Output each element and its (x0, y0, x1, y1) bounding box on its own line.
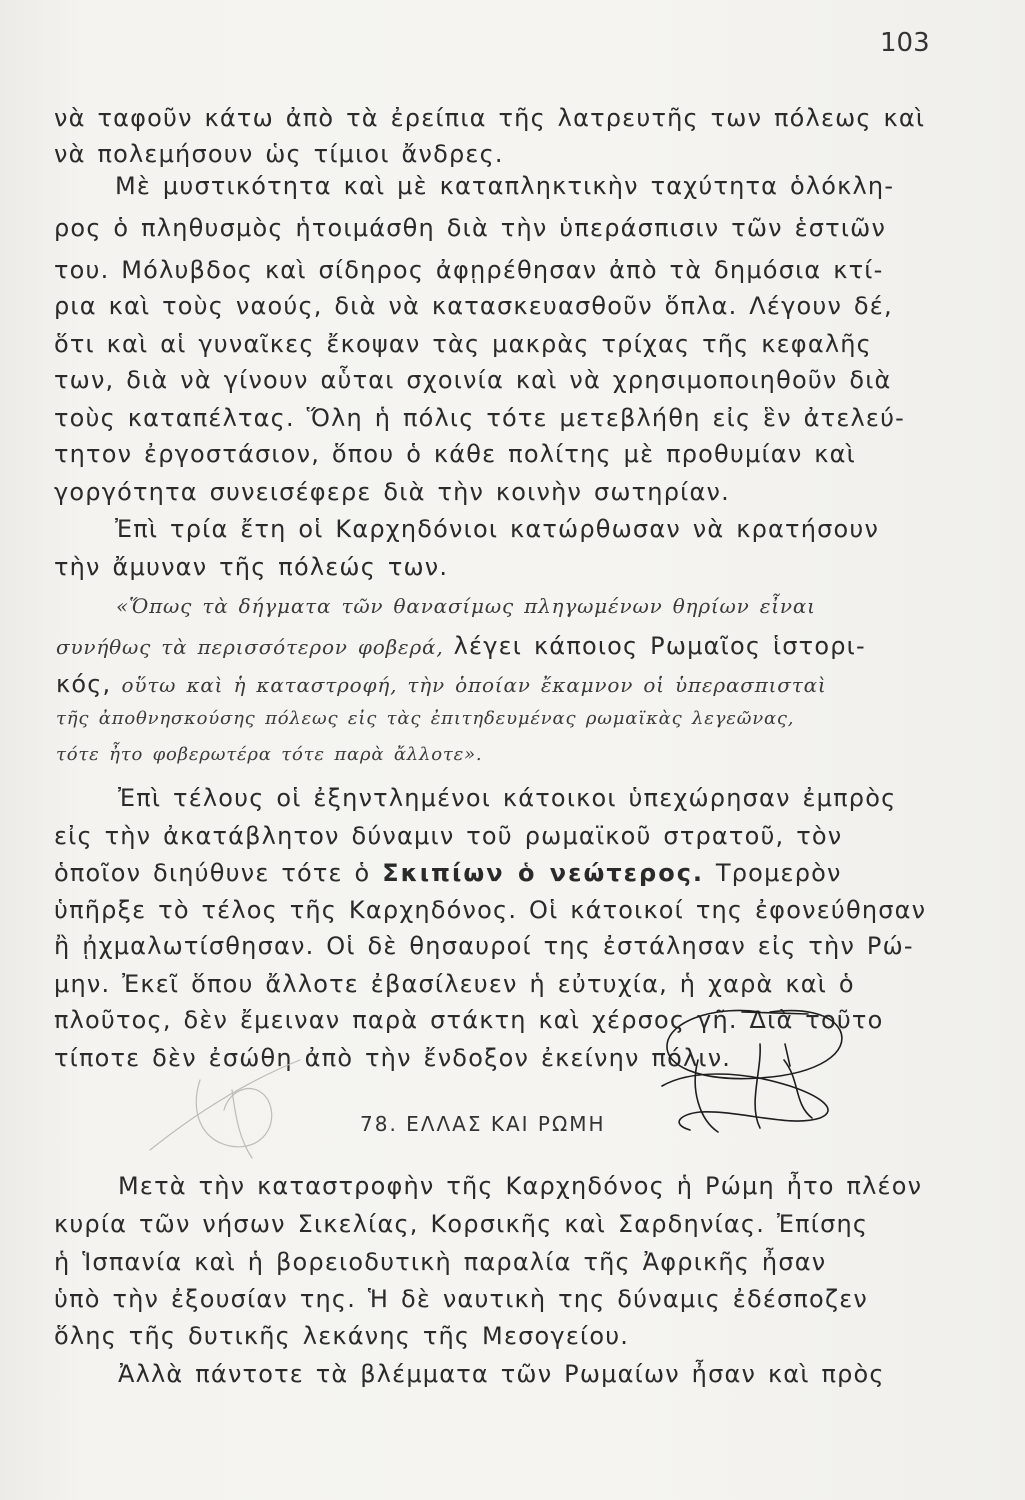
text-line: μην. Ἐκεῖ ὅπου ἄλλοτε ἐβασίλευεν ἡ εὐτυχία, ἡ χαρὰ καὶ ὁ (54, 970, 855, 998)
text-line: τοὺς καταπέλτας. Ὅλη ἡ πόλις τότε μετεβλήθη εἰς ἓν ἀτελεύ- (54, 404, 906, 432)
text-line: νὰ ταφοῦν κάτω ἀπὸ τὰ ἐρείπια τῆς λατρευτῆς των πόλεως καὶ (54, 104, 926, 132)
text-line: ρια καὶ τοὺς ναούς, διὰ νὰ κατασκευασθοῦν ὅπλα. Λέγουν δέ, (54, 292, 893, 320)
text-line: τὴν ἄμυναν τῆς πόλεώς των. (54, 553, 449, 581)
emphasized-name: Σκιπίων ὁ νεώτερος. (382, 859, 705, 887)
quote-fragment: οὕτω καὶ ἡ καταστροφή, τὴν ὁποίαν ἔκαμνον οἱ ὑπερασπισταὶ (121, 673, 827, 697)
text-fragment: ὁποῖον διηύθυνε τότε ὁ (54, 859, 371, 887)
text-line (54, 859, 842, 887)
quote-fragment: λέγει κάποιος Ρωμαῖος ἱστορι- (453, 632, 866, 660)
text-line: ἢ ᾐχμαλωτίσθησαν. Οἱ δὲ θησαυροί της ἐστάλησαν εἰς τὴν Ρώ- (54, 932, 914, 960)
text-line: ὅλης τῆς δυτικῆς λεκάνης τῆς Μεσογείου. (54, 1322, 630, 1350)
text-line: Ἐπὶ τέλους οἱ ἐξηντλημένοι κάτοικοι ὑπεχώρησαν ἐμπρὸς (118, 784, 897, 812)
quote-line (56, 632, 866, 660)
text-line: νὰ πολεμήσουν ὡς τίμιοι ἄνδρες. (54, 140, 504, 168)
text-line: Μετὰ τὴν καταστροφὴν τῆς Καρχηδόνος ἡ Ρώμη ἦτο πλέον (118, 1172, 923, 1200)
text-line: ὑπῆρξε τὸ τέλος τῆς Καρχηδόνος. Οἱ κάτοικοί της ἐφονεύθησαν (54, 896, 927, 924)
text-line: Ἐπὶ τρία ἔτη οἱ Καρχηδόνιοι κατώρθωσαν νὰ κρατήσουν (115, 515, 880, 543)
text-line: τίποτε δὲν ἐσώθη ἀπὸ τὴν ἔνδοξον ἐκείνην πόλιν. (54, 1044, 732, 1072)
text-line: Μὲ μυστικότητα καὶ μὲ καταπληκτικὴν ταχύτητα ὁλόκλη- (115, 172, 895, 200)
quote-fragment: συνήθως τὰ περισσότερον φοβερά, (56, 635, 444, 659)
text-line: ὑπὸ τὴν ἐξουσίαν της. Ἡ δὲ ναυτικὴ της δύναμις ἐδέσποζεν (54, 1285, 868, 1313)
section-heading: 78. ΕΛΛΑΣ ΚΑΙ ΡΩΜΗ (360, 1112, 606, 1136)
quote-line (56, 670, 827, 698)
quote-line: «Ὅπως τὰ δήγματα τῶν θανασίμως πληγωμένων θηρίων εἶναι (116, 594, 816, 618)
quote-line: τῆς ἀποθνησκούσης πόλεως εἰς τὰς ἐπιτηδευμένας ρωμαϊκὰς λεγεῶνας, (56, 708, 795, 729)
text-line: γοργότητα συνεισέφερε διὰ τὴν κοινὴν σωτηρίαν. (54, 478, 730, 506)
page-number: 103 (880, 28, 930, 58)
text-line: Ἀλλὰ πάντοτε τὰ βλέμματα τῶν Ρωμαίων ἦσαν καὶ πρὸς (118, 1360, 885, 1388)
text-line: ἡ Ἱσπανία καὶ ἡ βορειοδυτικὴ παραλία τῆς Ἀφρικῆς ἦσαν (54, 1248, 827, 1276)
text-fragment: Τρομερὸν (715, 859, 842, 887)
text-line: εἰς τὴν ἀκατάβλητον δύναμιν τοῦ ρωμαϊκοῦ στρατοῦ, τὸν (54, 822, 843, 850)
quote-line: τότε ἦτο φοβερωτέρα τότε παρὰ ἄλλοτε». (56, 744, 483, 765)
text-line: ὅτι καὶ αἱ γυναῖκες ἔκοψαν τὰς μακρὰς τρίχας τῆς κεφαλῆς (54, 330, 872, 358)
text-line: ρος ὁ πληθυσμὸς ἡτοιμάσθη διὰ τὴν ὑπεράσπισιν τῶν ἑστιῶν (54, 214, 887, 242)
text-line: πλοῦτος, δὲν ἔμειναν παρὰ στάκτη καὶ χέρσος γῆ. Διὰ τοῦτο (54, 1006, 884, 1034)
text-line: του. Μόλυβδος καὶ σίδηρος ἀφῃρέθησαν ἀπὸ τὰ δημόσια κτί- (54, 256, 884, 284)
text-line: τητον ἐργοστάσιον, ὅπου ὁ κάθε πολίτης μὲ προθυμίαν καὶ (54, 440, 856, 468)
text-line: κυρία τῶν νήσων Σικελίας, Κορσικῆς καὶ Σαρδηνίας. Ἐπίσης (54, 1210, 869, 1238)
text-line: των, διὰ νὰ γίνουν αὗται σχοινία καὶ νὰ χρησιμοποιηθοῦν διὰ (54, 366, 892, 394)
quote-fragment: κός, (56, 670, 112, 698)
